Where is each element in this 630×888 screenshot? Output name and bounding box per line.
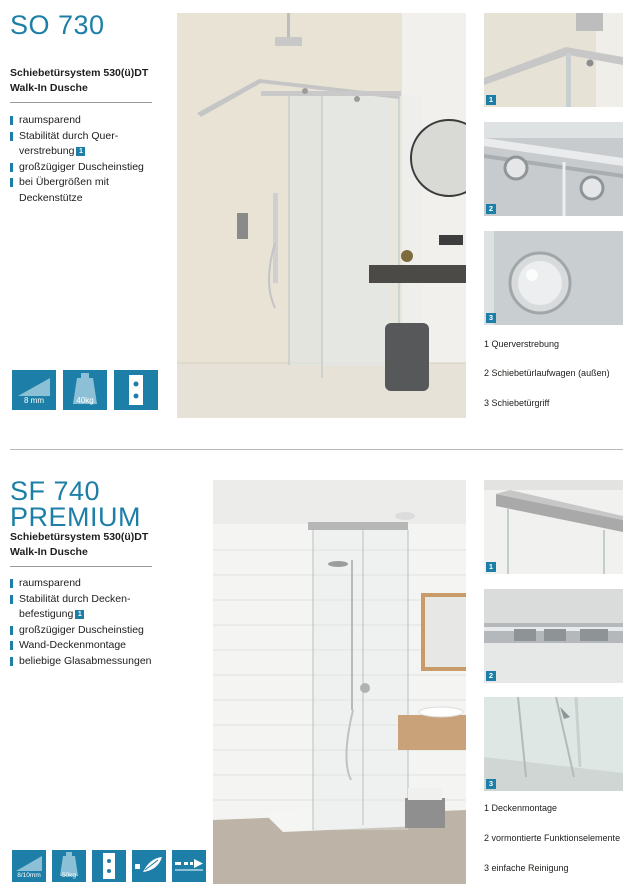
sliding-direction-icon [172, 850, 206, 882]
detail-photo [484, 589, 623, 683]
feature-item [10, 175, 160, 206]
icon-label: 8/10mm [17, 872, 41, 879]
detail-number-badge: 3 [486, 779, 496, 789]
subtitle-line: Walk-In Dusche [10, 82, 88, 94]
weight-icon [63, 370, 107, 410]
icon-label: 50kg [61, 872, 77, 879]
detail-photo [484, 13, 623, 107]
detail-number-badge: 1 [486, 562, 496, 572]
feature-list [10, 576, 160, 669]
feature-text: Stabilität durch Decken- [19, 592, 131, 605]
detail-photo [484, 122, 623, 216]
caption-item: 2 vormontierte Funktionselemente [484, 833, 621, 843]
feature-item [10, 638, 160, 654]
feature-text: verstrebung [19, 145, 75, 157]
icon-label: 8 mm [24, 396, 44, 405]
spec-icons [12, 370, 158, 410]
caption-item: 3 einfache Reinigung [484, 863, 569, 873]
product-title: SO 730 [10, 10, 105, 40]
detail-photo [484, 480, 623, 574]
product-section-so730 [0, 0, 630, 440]
subtitle-line: Schiebetürsystem 530(ü)DT [10, 67, 149, 79]
subtitle-line: Walk-In Dusche [10, 546, 88, 558]
feature-list [10, 113, 160, 206]
wall-mount-icon [114, 370, 158, 410]
product-title [10, 478, 141, 530]
feature-item [10, 592, 160, 623]
feature-text: beliebige Glasabmessungen [19, 654, 152, 667]
caption-item: 2 Schiebetürlaufwagen (außen) [484, 368, 610, 378]
section-divider [10, 449, 623, 450]
subtitle-line: Schiebetürsystem 530(ü)DT [10, 531, 149, 543]
glass-thickness-icon [12, 370, 56, 410]
detail-number-badge: 2 [486, 671, 496, 681]
detail-number-badge: 3 [486, 313, 496, 323]
feature-text: großzügiger Duscheinstieg [19, 160, 144, 173]
detail-number-badge: 1 [486, 95, 496, 105]
caption-item: 3 Schiebetürgriff [484, 398, 550, 408]
wall-mount-icon [92, 850, 126, 882]
feature-item [10, 129, 160, 160]
feature-item [10, 654, 160, 670]
product-photo [213, 480, 466, 884]
detail-number-badge: 2 [486, 204, 496, 214]
glass-thickness-icon [12, 850, 46, 882]
feature-text: großzügiger Duscheinstieg [19, 623, 144, 636]
spec-icons [12, 850, 206, 882]
feature-text: Stabilität durch Quer- [19, 129, 119, 142]
feature-item [10, 160, 160, 176]
product-photo [177, 13, 466, 418]
detail-photo [484, 697, 623, 791]
icon-label: 40kg [76, 396, 94, 405]
title-line: SF 740 [10, 476, 101, 506]
reference-badge: 1 [75, 610, 84, 619]
weight-icon [52, 850, 86, 882]
feature-text: raumsparend [19, 577, 81, 589]
feature-item [10, 623, 160, 639]
easy-clean-icon [132, 850, 166, 882]
title-line: PREMIUM [10, 502, 141, 532]
feature-text: Wand-Deckenmontage [19, 639, 126, 651]
reference-badge: 1 [76, 147, 85, 156]
feature-text: Deckenstütze [19, 191, 83, 204]
feature-item [10, 113, 160, 129]
feature-item [10, 576, 160, 592]
product-subtitle [10, 530, 152, 567]
product-subtitle [10, 66, 152, 103]
product-section-sf740 [0, 470, 630, 888]
caption-item: 1 Deckenmontage [484, 803, 558, 813]
feature-text: raumsparend [19, 114, 81, 126]
caption-item: 1 Querverstrebung [484, 339, 560, 349]
feature-text: bei Übergrößen mit [19, 176, 109, 188]
feature-text: befestigung [19, 608, 74, 620]
detail-photo [484, 231, 623, 325]
